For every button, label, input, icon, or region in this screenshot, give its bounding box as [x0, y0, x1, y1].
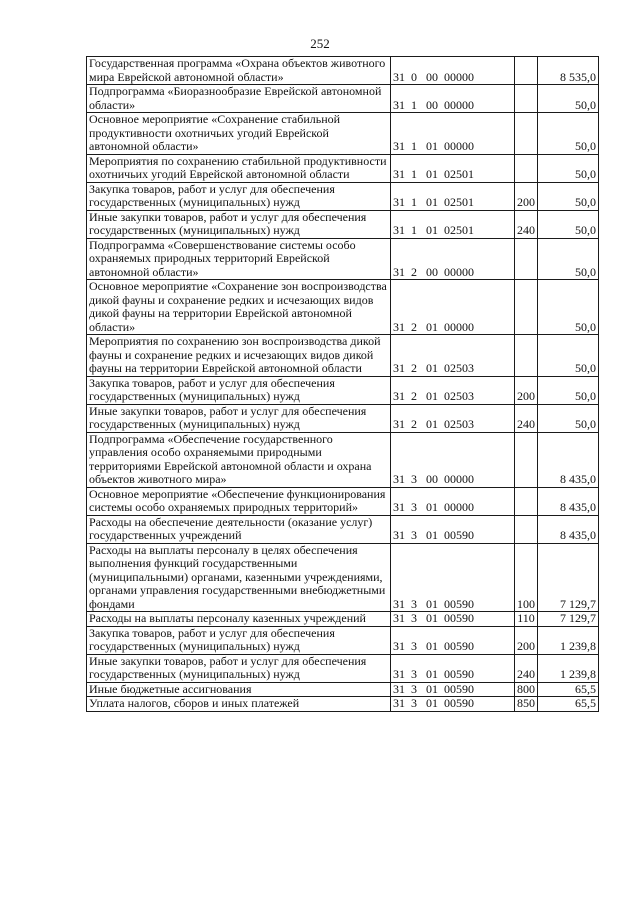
row-name: Основное мероприятие «Сохранение зон воспроизводства дикой фауны и сохранение редких и исчезающих видов дикой фауны на территории Еврейской автономной области»	[87, 280, 391, 335]
row-name: Иные закупки товаров, работ и услуг для обеспечения государственных (муниципальных) нужд	[87, 210, 391, 238]
budget-table	[86, 56, 599, 712]
row-name: Расходы на обеспечение деятельности (оказание услуг) государственных учреждений	[87, 515, 391, 543]
table-row	[87, 376, 599, 404]
row-expense-type: 200	[515, 376, 538, 404]
row-name: Закупка товаров, работ и услуг для обеспечения государственных (муниципальных) нужд	[87, 626, 391, 654]
row-amount: 8 535,0	[538, 57, 599, 85]
table-row	[87, 626, 599, 654]
row-expense-type: 240	[515, 404, 538, 432]
row-code: 31 1 01 02501	[391, 182, 515, 210]
row-expense-type: 200	[515, 182, 538, 210]
row-amount: 7 129,7	[538, 612, 599, 627]
table-row	[87, 612, 599, 627]
row-amount: 50,0	[538, 85, 599, 113]
row-name: Расходы на выплаты персоналу в целях обеспечения выполнения функций государственными (муниципальными) органами, казенными учреждениями, органами управления государственными внебюджетными фондами	[87, 543, 391, 612]
row-expense-type	[515, 57, 538, 85]
row-code: 31 0 00 00000	[391, 57, 515, 85]
row-expense-type	[515, 154, 538, 182]
row-name: Подпрограмма «Совершенствование системы особо охраняемых природных территорий Еврейской автономной области»	[87, 238, 391, 280]
row-name: Государственная программа «Охрана объектов животного мира Еврейской автономной области»	[87, 57, 391, 85]
table-row	[87, 113, 599, 155]
table-row	[87, 210, 599, 238]
table-row	[87, 182, 599, 210]
row-name: Уплата налогов, сборов и иных платежей	[87, 697, 391, 712]
page-number: 252	[310, 36, 330, 51]
row-name: Мероприятия по сохранению стабильной продуктивности охотничьих угодий Еврейской автономной области	[87, 154, 391, 182]
row-expense-type: 800	[515, 682, 538, 697]
row-expense-type: 100	[515, 543, 538, 612]
row-expense-type	[515, 335, 538, 377]
row-amount: 1 239,8	[538, 626, 599, 654]
row-code: 31 3 01 00590	[391, 697, 515, 712]
table-row	[87, 682, 599, 697]
row-code: 31 3 00 00000	[391, 432, 515, 487]
row-expense-type	[515, 515, 538, 543]
row-amount: 1 239,8	[538, 654, 599, 682]
row-code: 31 1 01 02501	[391, 154, 515, 182]
row-expense-type: 240	[515, 210, 538, 238]
row-name: Мероприятия по сохранению зон воспроизводства дикой фауны и сохранение редких и исчезающих видов дикой фауны на территории Еврейской автономной области	[87, 335, 391, 377]
row-expense-type	[515, 280, 538, 335]
row-code: 31 3 01 00590	[391, 682, 515, 697]
row-amount: 50,0	[538, 376, 599, 404]
row-code: 31 2 01 02503	[391, 335, 515, 377]
row-expense-type: 850	[515, 697, 538, 712]
row-name: Основное мероприятие «Сохранение стабильной продуктивности охотничьих угодий Еврейской автономной области»	[87, 113, 391, 155]
row-amount: 65,5	[538, 697, 599, 712]
row-code: 31 3 01 00590	[391, 654, 515, 682]
table-row	[87, 57, 599, 85]
table-row	[87, 154, 599, 182]
row-name: Расходы на выплаты персоналу казенных учреждений	[87, 612, 391, 627]
row-code: 31 3 01 00590	[391, 626, 515, 654]
row-code: 31 2 01 02503	[391, 404, 515, 432]
row-code: 31 3 01 00000	[391, 487, 515, 515]
row-name: Иные закупки товаров, работ и услуг для обеспечения государственных (муниципальных) нужд	[87, 654, 391, 682]
row-amount: 50,0	[538, 335, 599, 377]
row-amount: 50,0	[538, 238, 599, 280]
row-amount: 50,0	[538, 182, 599, 210]
row-amount: 50,0	[538, 280, 599, 335]
row-amount: 8 435,0	[538, 487, 599, 515]
row-amount: 50,0	[538, 154, 599, 182]
row-code: 31 1 01 02501	[391, 210, 515, 238]
row-code: 31 3 01 00590	[391, 612, 515, 627]
row-name: Подпрограмма «Биоразнообразие Еврейской автономной области»	[87, 85, 391, 113]
row-code: 31 3 01 00590	[391, 543, 515, 612]
row-expense-type	[515, 113, 538, 155]
row-name: Иные бюджетные ассигнования	[87, 682, 391, 697]
table-row	[87, 280, 599, 335]
table-row	[87, 404, 599, 432]
table-row	[87, 487, 599, 515]
table-row	[87, 335, 599, 377]
table-row	[87, 543, 599, 612]
row-amount: 65,5	[538, 682, 599, 697]
table-row	[87, 238, 599, 280]
row-amount: 50,0	[538, 404, 599, 432]
row-amount: 50,0	[538, 113, 599, 155]
row-name: Основное мероприятие «Обеспечение функционирования системы особо охраняемых природных территорий»	[87, 487, 391, 515]
row-code: 31 2 01 00000	[391, 280, 515, 335]
row-amount: 8 435,0	[538, 432, 599, 487]
row-amount: 7 129,7	[538, 543, 599, 612]
row-expense-type: 240	[515, 654, 538, 682]
row-amount: 8 435,0	[538, 515, 599, 543]
row-name: Иные закупки товаров, работ и услуг для обеспечения государственных (муниципальных) нужд	[87, 404, 391, 432]
row-expense-type	[515, 432, 538, 487]
row-code: 31 1 01 00000	[391, 113, 515, 155]
table-row	[87, 697, 599, 712]
row-expense-type	[515, 238, 538, 280]
table-row	[87, 654, 599, 682]
row-expense-type	[515, 85, 538, 113]
row-amount: 50,0	[538, 210, 599, 238]
table-row	[87, 432, 599, 487]
row-expense-type: 110	[515, 612, 538, 627]
row-expense-type: 200	[515, 626, 538, 654]
row-code: 31 1 00 00000	[391, 85, 515, 113]
row-code: 31 2 01 02503	[391, 376, 515, 404]
table-row	[87, 515, 599, 543]
row-name: Закупка товаров, работ и услуг для обеспечения государственных (муниципальных) нужд	[87, 182, 391, 210]
table-row	[87, 85, 599, 113]
row-name: Закупка товаров, работ и услуг для обеспечения государственных (муниципальных) нужд	[87, 376, 391, 404]
row-name: Подпрограмма «Обеспечение государственного управления особо охраняемыми природными территориями Еврейской автономной области и охрана объектов животного мира»	[87, 432, 391, 487]
row-code: 31 3 01 00590	[391, 515, 515, 543]
row-expense-type	[515, 487, 538, 515]
row-code: 31 2 00 00000	[391, 238, 515, 280]
